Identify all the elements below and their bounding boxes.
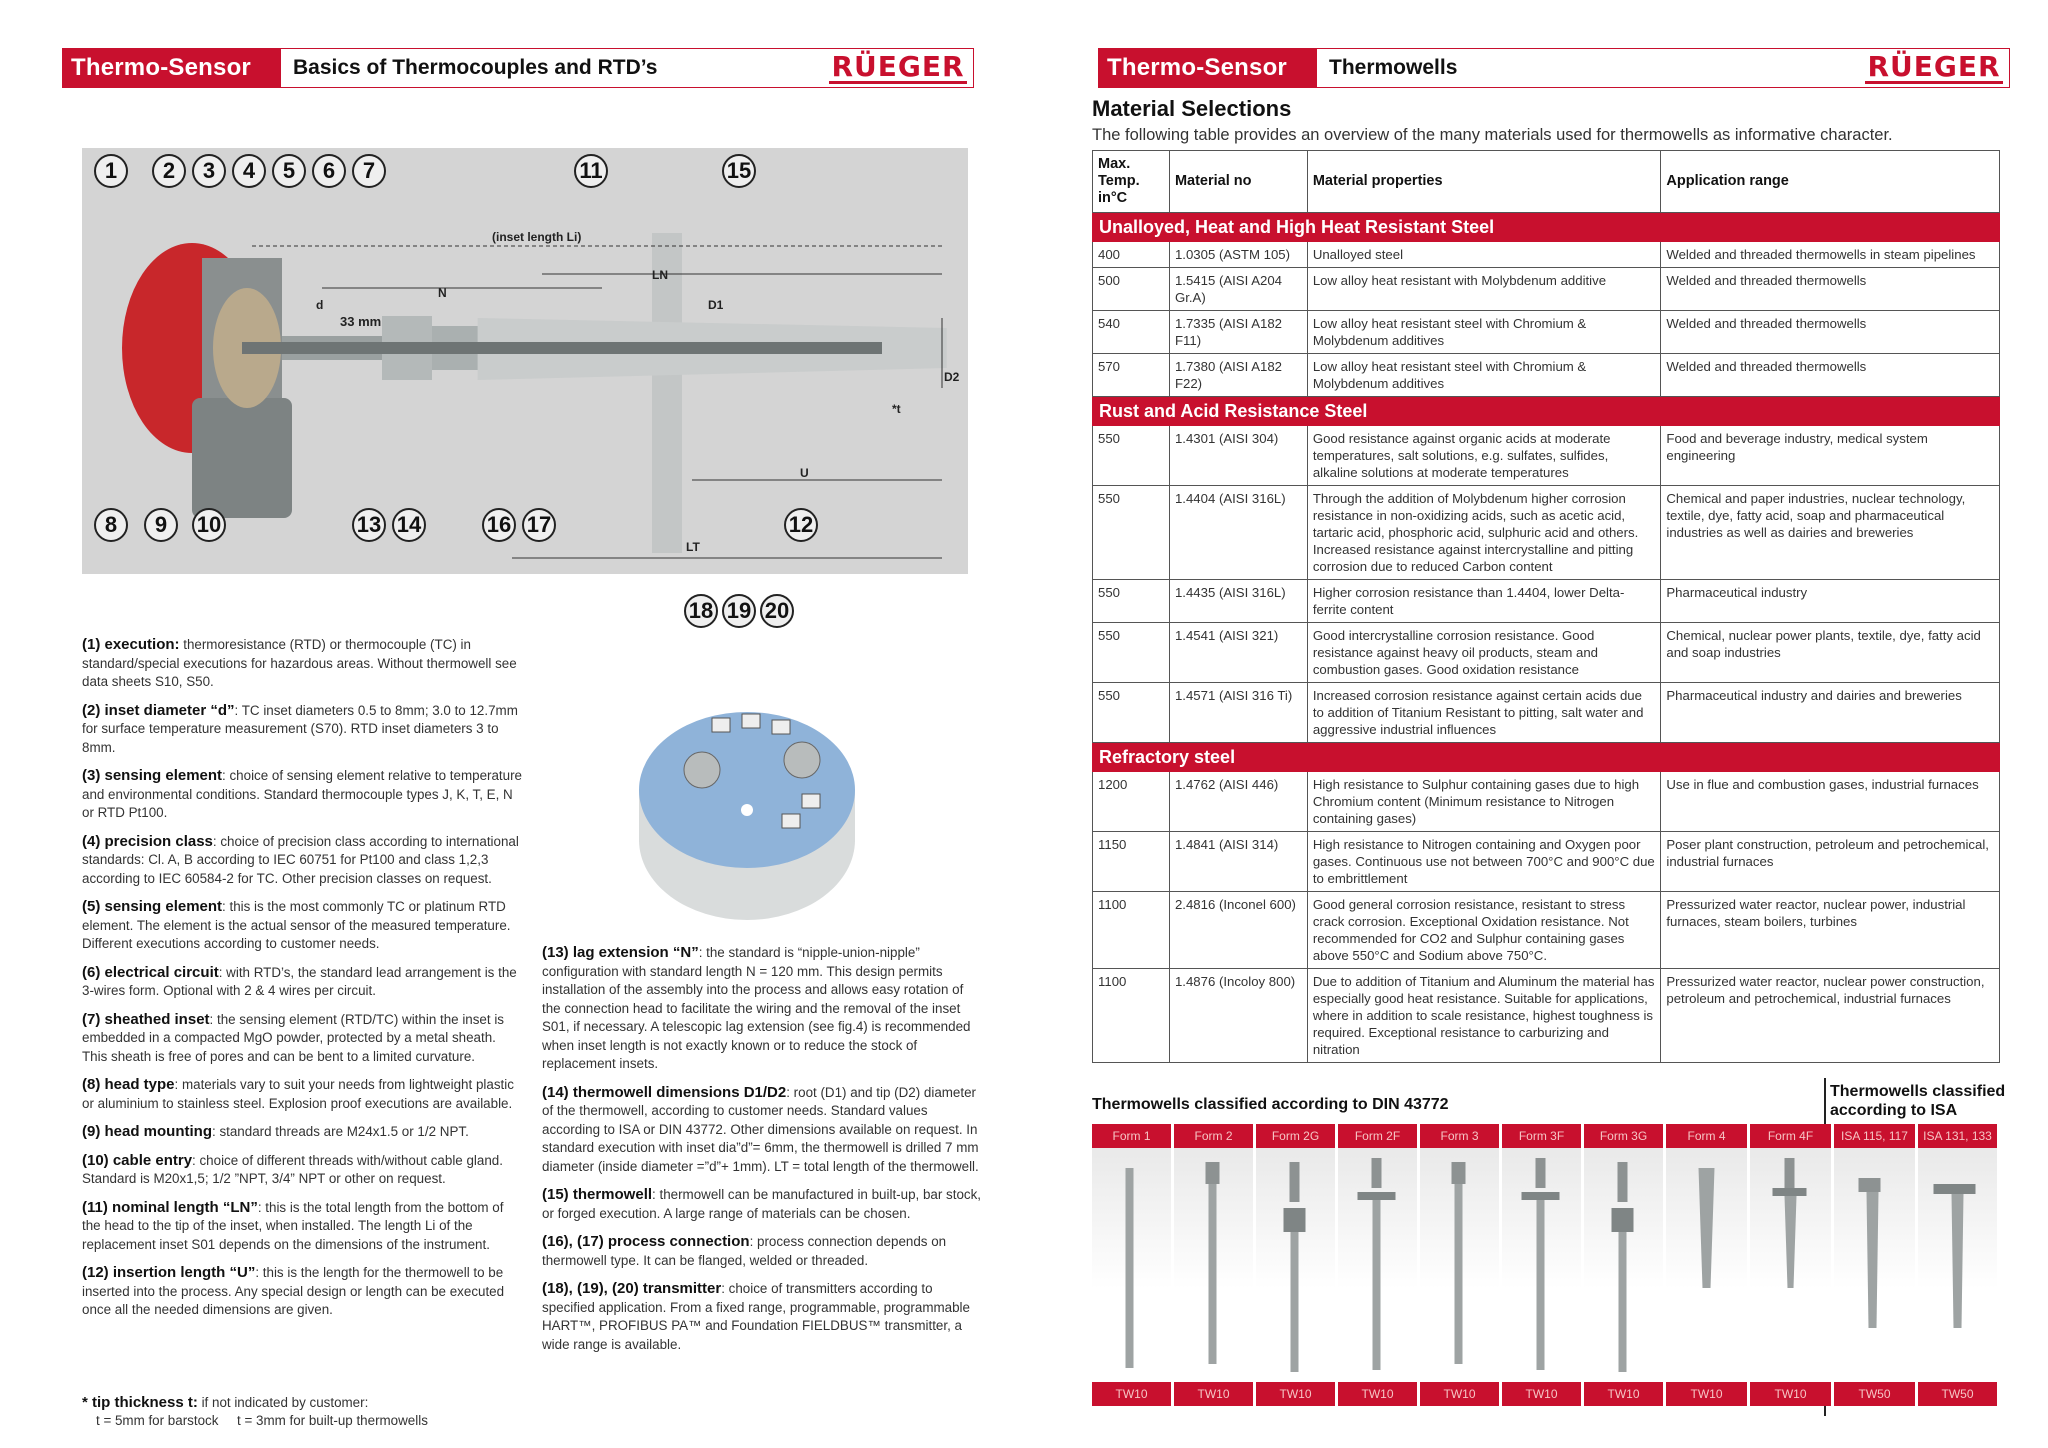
cell-material-properties: High resistance to Sulphur containing gases due to high Chromium content (Minimum resistance to Nitrogen containing gases) — [1307, 772, 1661, 832]
cell-max-temp: 550 — [1093, 426, 1170, 486]
form-code: TW10 — [1750, 1382, 1831, 1406]
callout-18: 18 — [684, 594, 718, 628]
cell-material-no: 1.5415 (AISI A204 Gr.A) — [1169, 268, 1307, 311]
form-label: Form 4 — [1666, 1124, 1747, 1148]
form-code: TW50 — [1918, 1382, 1997, 1406]
header-material-properties: Material properties — [1307, 151, 1661, 213]
cell-material-properties: Unalloyed steel — [1307, 242, 1661, 268]
desc-item: (15) thermowell: thermowell can be manufactured in built-up, bar stock, or forged execution. A large range of materials can be chosen. — [542, 1186, 982, 1221]
table-row — [1093, 969, 2000, 1063]
form-illustration — [1584, 1148, 1663, 1382]
desc-item: (1) execution: thermoresistance (RTD) or thermocouple (TC) in standard/special executions for hazardous areas. Without thermowell see data sheets S10, S50. — [82, 636, 517, 689]
form-code: TW10 — [1666, 1382, 1747, 1406]
tip-thickness-note: * tip thickness t: if not indicated by customer: t = 5mm for barstock t = 3mm for built-up thermowells — [82, 1394, 428, 1428]
thermowell-icon — [1834, 1148, 1915, 1382]
callout-20: 20 — [760, 594, 794, 628]
cell-material-properties: Increased corrosion resistance against certain acids due to addition of Titanium Resistant to pitting, salt water and aggressive industrial influences — [1307, 683, 1661, 743]
form-label: Form 3G — [1584, 1124, 1663, 1148]
table-row — [1093, 832, 2000, 892]
callout-8: 8 — [94, 508, 128, 542]
callout-10: 10 — [192, 508, 226, 542]
cable-entry — [192, 398, 292, 518]
cell-material-no: 2.4816 (Inconel 600) — [1169, 892, 1307, 969]
cell-application-range: Chemical and paper industries, nuclear technology, textile, dye, fatty acid, soap and pharmaceutical industries as well as dairies and breweries — [1661, 486, 2000, 580]
thermowell-forms-strip — [1092, 1124, 1998, 1406]
callout-17: 17 — [522, 508, 556, 542]
form-code: TW50 — [1834, 1382, 1915, 1406]
cell-max-temp: 550 — [1093, 683, 1170, 743]
cell-material-properties: Low alloy heat resistant steel with Chromium & Molybdenum additives — [1307, 311, 1661, 354]
cell-material-properties: High resistance to Nitrogen containing and Oxygen poor gases. Continuous use not between 700°C and 900°C due to embrittlement — [1307, 832, 1661, 892]
desc-item: (7) sheathed inset: the sensing element (RTD/TC) within the inset is embedded in a compacted MgO powder, protected by a metal sheath. This sheath is free of pores and can be bent to a limited curvature. — [82, 1010, 504, 1064]
din-forms-title: Thermowells classified according to DIN 43772 — [1092, 1096, 1449, 1113]
cell-material-no: 1.4876 (Incoloy 800) — [1169, 969, 1307, 1063]
label-d: d — [316, 298, 324, 312]
transmitter-illustration — [632, 660, 862, 970]
thermowell-icon — [1092, 1148, 1171, 1382]
descriptions-column-b — [542, 944, 984, 1364]
callout-5: 5 — [272, 154, 306, 188]
group-title: Rust and Acid Resistance Steel — [1093, 397, 2000, 426]
thermowell-form — [1584, 1124, 1663, 1406]
cell-material-properties: Low alloy heat resistant steel with Chromium & Molybdenum additives — [1307, 354, 1661, 397]
cell-material-no: 1.7380 (AISI A182 F22) — [1169, 354, 1307, 397]
desc-item: (9) head mounting: standard threads are M24x1.5 or 1/2 NPT. — [82, 1123, 469, 1140]
cell-material-no: 1.4841 (AISI 314) — [1169, 832, 1307, 892]
thermowell-icon — [1256, 1148, 1335, 1382]
table-row — [1093, 772, 2000, 832]
form-code: TW10 — [1092, 1382, 1171, 1406]
callout-14: 14 — [392, 508, 426, 542]
callout-19: 19 — [722, 594, 756, 628]
sensor-assembly-figure — [82, 148, 968, 574]
form-code: TW10 — [1256, 1382, 1335, 1406]
desc-item: (5) sensing element: this is the most commonly TC or platinum RTD element. The element is the actual sensor of the measured temperature. Different executions according to customer needs. — [82, 898, 511, 951]
form-label: ISA 115, 117 — [1834, 1124, 1915, 1148]
callout-6: 6 — [312, 154, 346, 188]
cell-max-temp: 550 — [1093, 580, 1170, 623]
thermowell-icon — [1420, 1148, 1499, 1382]
callout-3: 3 — [192, 154, 226, 188]
isa-forms-title: Thermowells classified according to ISA — [1830, 1083, 2006, 1119]
desc-item: (12) insertion length “U”: this is the length for the thermowell to be inserted into the process. Any special design or length can be executed once all the needed dimensions are given. — [82, 1264, 505, 1317]
thermowell-form — [1666, 1124, 1747, 1406]
form-label: Form 2 — [1174, 1124, 1253, 1148]
cell-max-temp: 540 — [1093, 311, 1170, 354]
callout-2: 2 — [152, 154, 186, 188]
form-illustration — [1420, 1148, 1499, 1382]
form-illustration — [1092, 1148, 1171, 1382]
table-group-row — [1093, 213, 2000, 242]
desc-item: (10) cable entry: choice of different threads with/without cable gland. Standard is M20x1,5; 1/2 ”NPT, 3/4” NPT or other on request. — [82, 1151, 503, 1186]
desc-item: (18), (19), (20) transmitter: choice of transmitters according to specified application. From a fixed range, programmable, programmable HART™, PROFIBUS PA™ and Foundation FIELDBUS™ transmitter, a wide range is available. — [542, 1280, 970, 1352]
desc-item: (11) nominal length “LN”: this is the total length from the bottom of the head to the tip of the inset, when installed. The length Li of the replacement inset S01 depends on the dimensions of the instrument. — [82, 1198, 504, 1252]
cell-application-range: Pressurized water reactor, nuclear power, industrial furnaces, steam boilers, turbines — [1661, 892, 2000, 969]
label-u: U — [800, 466, 809, 480]
cell-application-range: Pharmaceutical industry and dairies and breweries — [1661, 683, 2000, 743]
thermowell-icon — [1918, 1148, 1997, 1382]
table-row — [1093, 354, 2000, 397]
cell-max-temp: 400 — [1093, 242, 1170, 268]
form-code: TW10 — [1174, 1382, 1253, 1406]
form-illustration — [1502, 1148, 1581, 1382]
cell-material-properties: Higher corrosion resistance than 1.4404, lower Delta-ferrite content — [1307, 580, 1661, 623]
form-label: Form 3 — [1420, 1124, 1499, 1148]
form-code: TW10 — [1502, 1382, 1581, 1406]
label-lt: LT — [686, 540, 700, 554]
cell-max-temp: 1200 — [1093, 772, 1170, 832]
label-t: *t — [892, 402, 901, 416]
desc-item: (8) head type: materials vary to suit your needs from lightweight plastic or aluminium to stainless steel. Explosion proof executions are available. — [82, 1076, 514, 1111]
cell-max-temp: 570 — [1093, 354, 1170, 397]
desc-item: (14) thermowell dimensions D1/D2: root (D1) and tip (D2) diameter of the thermowell, according to customer needs. Standard values according to ISA or DIN 43772. Other dimensions available on request. In standard execution with inset dia”d”= 6mm, the thermowell is drilled 7 mm diameter (inside diameter =”d”+ 1mm). LT = total length of the thermowell. — [542, 1083, 979, 1174]
page-title: Basics of Thermocouples and RTD’s — [293, 56, 658, 79]
callout-12: 12 — [784, 508, 818, 542]
left-header — [62, 48, 974, 88]
cell-max-temp: 1100 — [1093, 892, 1170, 969]
table-row — [1093, 426, 2000, 486]
cell-material-properties: Good resistance against organic acids at moderate temperatures, salt solutions, e.g. sulfates, sulfides, alkaline solutions at moderate temperatures — [1307, 426, 1661, 486]
thermowell-icon — [1666, 1148, 1747, 1382]
cell-material-no: 1.4435 (AISI 316L) — [1169, 580, 1307, 623]
thermowell-form — [1502, 1124, 1581, 1406]
thermowell-form — [1174, 1124, 1253, 1406]
table-row — [1093, 683, 2000, 743]
callout-16: 16 — [482, 508, 516, 542]
form-code: TW10 — [1584, 1382, 1663, 1406]
table-row — [1093, 311, 2000, 354]
table-row — [1093, 580, 2000, 623]
cell-application-range: Welded and threaded thermowells in steam pipelines — [1661, 242, 2000, 268]
callout-15: 15 — [722, 154, 756, 188]
materials-table — [1092, 150, 2000, 1063]
page-title: Thermowells — [1329, 56, 1458, 79]
table-group-row — [1093, 743, 2000, 772]
brand-label: Thermo-Sensor — [63, 49, 281, 87]
cell-material-no: 1.4301 (AISI 304) — [1169, 426, 1307, 486]
thermowell-icon — [1174, 1148, 1253, 1382]
cell-material-no: 1.0305 (ASTM 105) — [1169, 242, 1307, 268]
callout-13: 13 — [352, 508, 386, 542]
thermowell-form — [1338, 1124, 1417, 1406]
label-d1: D1 — [708, 298, 724, 312]
desc-item: (3) sensing element: choice of sensing element relative to temperature and environmental conditions. Standard thermocouple types J, K, T, E, N or RTD Pt100. — [82, 767, 523, 820]
thermowell-form — [1420, 1124, 1499, 1406]
cell-material-properties: Due to addition of Titanium and Aluminum the material has especially good heat resistance. Suitable for applications, where in addition to scale resistance, highest toughness is required. Exceptional resistance to carburizing and nitration — [1307, 969, 1661, 1063]
thermowell-icon — [1502, 1148, 1581, 1382]
brand-label: Thermo-Sensor — [1099, 49, 1317, 87]
label-d2: D2 — [944, 370, 960, 384]
cell-application-range: Welded and threaded thermowells — [1661, 268, 2000, 311]
thermowell-form — [1256, 1124, 1335, 1406]
cell-material-properties: Through the addition of Molybdenum higher corrosion resistance in non-oxidizing acids, such as acetic acid, tartaric acid, phosphoric acid, sulphuric acid and others. Increased resistance against intercrystalline and pitting corrosion due to reduced Carbon content — [1307, 486, 1661, 580]
form-label: ISA 131, 133 — [1918, 1124, 1997, 1148]
cell-material-no: 1.4404 (AISI 316L) — [1169, 486, 1307, 580]
logo-text: RÜEGER — [1867, 49, 2001, 83]
form-label: Form 1 — [1092, 1124, 1171, 1148]
rueger-logo — [823, 49, 973, 87]
table-row — [1093, 242, 2000, 268]
form-code: TW10 — [1420, 1382, 1499, 1406]
callout-7: 7 — [352, 154, 386, 188]
cell-max-temp: 500 — [1093, 268, 1170, 311]
label-n: N — [438, 286, 447, 300]
cell-application-range: Pharmaceutical industry — [1661, 580, 2000, 623]
desc-item: (13) lag extension “N”: the standard is “nipple-union-nipple” configuration with standard length N = 120 mm. This design permits installation of the assembly into the process and allows easy rotation of the connection head to facilitate the wiring and the removal of the inset S01, if necessary. A telescopic lag extension (see fig.4) is recommended when inset length is not exactly known or to reduce the stock of replacement insets. — [542, 944, 971, 1071]
label-inset-length: (inset length Li) — [492, 230, 582, 244]
thermowell-icon — [1750, 1148, 1831, 1382]
form-label: Form 3F — [1502, 1124, 1581, 1148]
cell-application-range: Welded and threaded thermowells — [1661, 311, 2000, 354]
thermowell-form — [1750, 1124, 1831, 1406]
cell-material-properties: Low alloy heat resistant with Molybdenum additive — [1307, 268, 1661, 311]
cell-material-properties: Good intercrystalline corrosion resistance. Good resistance against heavy oil products, steam and combustion gases. Good oxidation resistance — [1307, 623, 1661, 683]
cell-max-temp: 550 — [1093, 486, 1170, 580]
logo-text: RÜEGER — [831, 49, 965, 83]
right-header — [1098, 48, 2010, 88]
callout-4: 4 — [232, 154, 266, 188]
cell-max-temp: 1100 — [1093, 969, 1170, 1063]
desc-item: (16), (17) process connection: process connection depends on thermowell type. It can be flanged, welded or threaded. — [542, 1233, 947, 1268]
callout-11: 11 — [574, 154, 608, 188]
thermowell-icon — [1584, 1148, 1663, 1382]
form-label: Form 2F — [1338, 1124, 1417, 1148]
table-row — [1093, 892, 2000, 969]
callout-9: 9 — [144, 508, 178, 542]
form-code: TW10 — [1338, 1382, 1417, 1406]
group-title: Unalloyed, Heat and High Heat Resistant Steel — [1093, 213, 2000, 242]
thermowell-icon — [1338, 1148, 1417, 1382]
form-illustration — [1918, 1148, 1997, 1382]
cell-application-range: Poser plant construction, petroleum and petrochemical, industrial furnaces — [1661, 832, 2000, 892]
cell-material-no: 1.7335 (AISI A182 F11) — [1169, 311, 1307, 354]
table-row — [1093, 268, 2000, 311]
table-header-row — [1093, 151, 2000, 213]
table-group-row — [1093, 397, 2000, 426]
form-illustration — [1338, 1148, 1417, 1382]
cell-material-properties: Good general corrosion resistance, resistant to stress crack corrosion. Exceptional Oxidation resistance. Not recommended for CO2 and Sulphur containing gases above 550°C and Sodium above 750°C. — [1307, 892, 1661, 969]
label-ln: LN — [652, 268, 668, 282]
header-max-temp: Max. Temp. in°C — [1093, 151, 1170, 213]
callout-1: 1 — [94, 154, 128, 188]
form-illustration — [1750, 1148, 1831, 1382]
form-illustration — [1256, 1148, 1335, 1382]
form-illustration — [1174, 1148, 1253, 1382]
header-material-no: Material no — [1169, 151, 1307, 213]
cell-max-temp: 1150 — [1093, 832, 1170, 892]
cell-application-range: Use in flue and combustion gases, industrial furnaces — [1661, 772, 2000, 832]
cell-application-range: Welded and threaded thermowells — [1661, 354, 2000, 397]
section-intro: The following table provides an overview of the many materials used for thermowells as informative character. — [1092, 126, 1893, 144]
desc-item: (2) inset diameter “d”: TC inset diameters 0.5 to 8mm; 3.0 to 12.7mm for surface temperature measurement (S70). RTD inset diameters 3 to 8mm. — [82, 701, 518, 755]
group-title: Refractory steel — [1093, 743, 2000, 772]
inset-sheath — [242, 342, 882, 354]
rueger-logo — [1859, 49, 2009, 87]
form-illustration — [1666, 1148, 1747, 1382]
cell-material-no: 1.4762 (AISI 446) — [1169, 772, 1307, 832]
section-title: Material Selections — [1092, 96, 1292, 121]
thermowell-form — [1918, 1124, 1997, 1406]
table-row — [1093, 623, 2000, 683]
thermowell-form — [1092, 1124, 1171, 1406]
cell-application-range: Chemical, nuclear power plants, textile, dye, fatty acid and soap industries — [1661, 623, 2000, 683]
form-label: Form 2G — [1256, 1124, 1335, 1148]
form-illustration — [1834, 1148, 1915, 1382]
thermowell-form — [1834, 1124, 1915, 1406]
cell-material-no: 1.4541 (AISI 321) — [1169, 623, 1307, 683]
cell-application-range: Food and beverage industry, medical system engineering — [1661, 426, 2000, 486]
header-application-range: Application range — [1661, 151, 2000, 213]
table-row — [1093, 486, 2000, 580]
desc-item: (4) precision class: choice of precision class according to international standards: Cl. A, B according to IEC 60751 for Pt100 and class 1,2,3 according to IEC 60584-2 for TC. Other precision classes on request. — [82, 832, 519, 886]
cell-max-temp: 550 — [1093, 623, 1170, 683]
desc-item: (6) electrical circuit: with RTD’s, the standard lead arrangement is the 3-wires form. Optional with 2 & 4 wires per circuit. — [82, 963, 517, 998]
label-33mm: 33 mm — [340, 314, 382, 329]
descriptions-column-a — [82, 636, 522, 1330]
cell-application-range: Pressurized water reactor, nuclear power construction, petroleum and petrochemical, industrial furnaces — [1661, 969, 2000, 1063]
cell-material-no: 1.4571 (AISI 316 Ti) — [1169, 683, 1307, 743]
form-label: Form 4F — [1750, 1124, 1831, 1148]
